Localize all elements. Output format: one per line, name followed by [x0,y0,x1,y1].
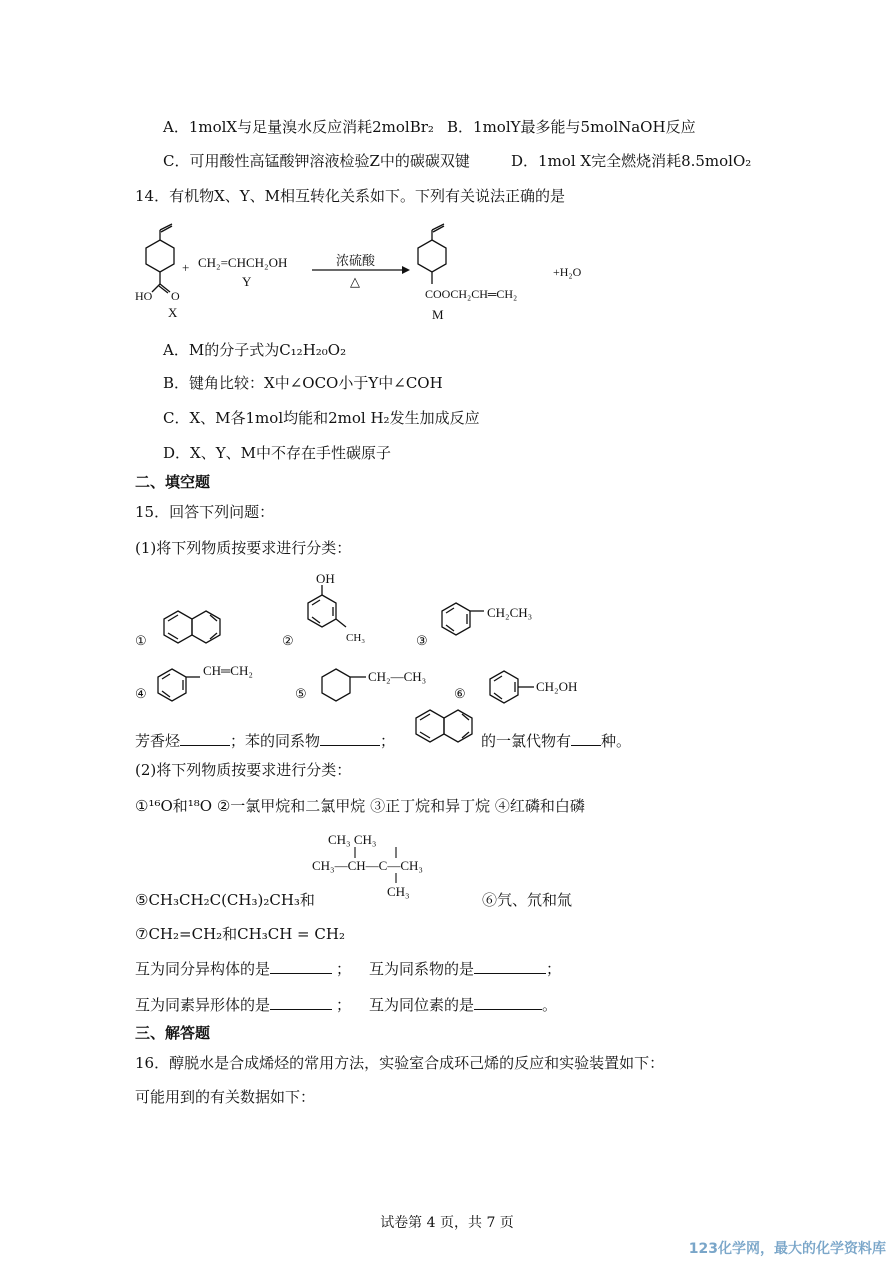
q15-pair-5: ⑤CH₃CH₂C(CH₃)₂CH₃和 [135,891,315,909]
x-molecule [146,224,174,293]
blank-isomer[interactable] [270,959,332,974]
section-3-title: 三、解答题 [135,1024,211,1042]
x-hydroxyl: HO [135,289,153,303]
q15-answer-row-2 [135,995,351,1015]
blank-aromatic[interactable] [180,731,230,746]
styrene-icon [158,669,186,701]
q16-stem: 16．醇脱水是合成烯烃的常用方法，实验室合成环己烯的反应和实验装置如下： [135,1054,665,1072]
m-ester-group: COOCH₂CH═CH₂ [425,287,518,301]
benzyl-oh-label: CH₂OH [536,679,578,694]
x-carbonyl-o: O [171,289,180,303]
item-4-number: ④ [135,686,147,701]
ask-isotope: 互为同位素的是 [369,996,475,1014]
pair5-middle: CH₃—CH—C—CH₃ [312,858,423,873]
item-5-number: ⑤ [295,686,307,701]
ethyl-label: CH₂CH₃ [487,605,533,620]
m-cresol-icon [308,595,336,627]
m-molecule [418,224,446,284]
q14-reaction-scheme [130,222,600,327]
item-3-number: ③ [416,633,428,648]
q14-stem: 14．有机物X、Y、M相互转化关系如下。下列有关说法正确的是 [135,187,566,205]
q15-pairs-1-4: ①¹⁶O和¹⁸O ②一氯甲烷和二氯甲烷 ③正丁烷和异丁烷 ④红磷和白磷 [135,797,585,815]
ask-homolog: 互为同系物的是 [369,960,475,978]
plus-sign: + [182,260,190,275]
inline-naphthalene [412,706,482,746]
q15-fill-line-1 [135,731,395,751]
ask-allotrope: 互为同素异形体的是 [135,996,271,1014]
q15-answer-row-1 [135,959,351,979]
blank-homolog[interactable] [474,959,546,974]
fill-label-benzene-homolog: ；苯的同系物 [230,732,321,750]
cyclohexyl-ethyl-label: CH₂—CH₃ [368,669,427,684]
ask-isomer: 互为同分异构体的是 [135,960,271,978]
end-mark: 。 [542,996,558,1014]
ethylbenzene-icon [442,603,470,635]
q15-answer-row-2b [369,995,557,1015]
sep-3: ； [336,996,352,1014]
q15-pair-7: ⑦CH₂=CH₂和CH₃CH = CH₂ [135,925,345,943]
q16-data-intro: 可能用到的有关数据如下： [135,1088,316,1106]
q14-option-a: A．M的分子式为C₁₂H₂₀O₂ [163,341,347,359]
q15-stem: 15．回答下列问题： [135,503,275,521]
fill-label-kinds: 种。 [601,732,632,750]
fill-label-aromatic: 芳香烃 [135,732,181,750]
pair5-top: CH₃ CH₃ [328,832,377,847]
blank-isotope[interactable] [474,995,542,1010]
watermark: 123化学网，最大的化学资料库 [688,1241,886,1257]
q15-pair-6: ⑥氕、氘和氚 [482,891,573,909]
q13-option-b: B．1molY最多能与5molNaOH反应 [447,118,696,136]
sep-1: ； [336,960,352,978]
condition-top: 浓硫酸 [336,253,376,268]
pair5-structure [310,830,450,902]
y-formula: CH₂=CHCH₂OH [198,255,288,270]
q15-answer-row-1b [369,959,561,979]
q13-option-d: D．1mol X完全燃烧消耗8.5molO₂ [511,152,752,170]
q15-fill-line-1-tail [481,731,631,751]
q15-part2: (2)将下列物质按要求进行分类： [135,761,352,779]
fill-sep: ； [380,732,396,750]
naphthalene-icon [164,611,192,643]
cresol-oh: OH [316,571,335,586]
vinyl-label: CH═CH₂ [203,663,253,678]
q15-part1: (1)将下列物质按要求进行分类： [135,539,352,557]
condition-bottom: △ [350,274,360,289]
q13-option-a: A．1molX与足量溴水反应消耗2molBr₂ [163,118,434,136]
benzyl-alcohol-icon [490,671,518,703]
q14-option-d: D．X、Y、M中不存在手性碳原子 [163,444,391,462]
blank-monochloro-count[interactable] [571,731,601,746]
q14-option-c: C．X、M各1mol均能和2mol H₂发生加成反应 [163,409,480,427]
y-label: Y [242,274,252,289]
byproduct-water: +H₂O [553,265,582,279]
section-2-title: 二、填空题 [135,473,211,491]
sep-2: ； [546,960,562,978]
x-label: X [168,305,178,320]
pair5-bottom: CH₃ [387,884,410,899]
cyclohexane-icon [322,669,350,701]
q14-option-b: B．键角比较：X中∠OCO小于Y中∠COH [163,374,443,392]
m-label: M [432,307,444,322]
q13-option-c: C．可用酸性高锰酸钾溶液检验Z中的碳碳双键 [163,152,470,170]
blank-allotrope[interactable] [270,995,332,1010]
fill-label-monochloro: 的一氯代物有 [481,732,572,750]
q15-structures [130,565,610,715]
item-6-number: ⑥ [454,686,466,701]
item-1-number: ① [135,633,147,648]
cresol-ch3: CH₃ [346,632,366,644]
page-footer: 试卷第 4 页，共 7 页 [380,1215,514,1231]
item-2-number: ② [282,633,294,648]
blank-benzene-homolog[interactable] [320,731,380,746]
